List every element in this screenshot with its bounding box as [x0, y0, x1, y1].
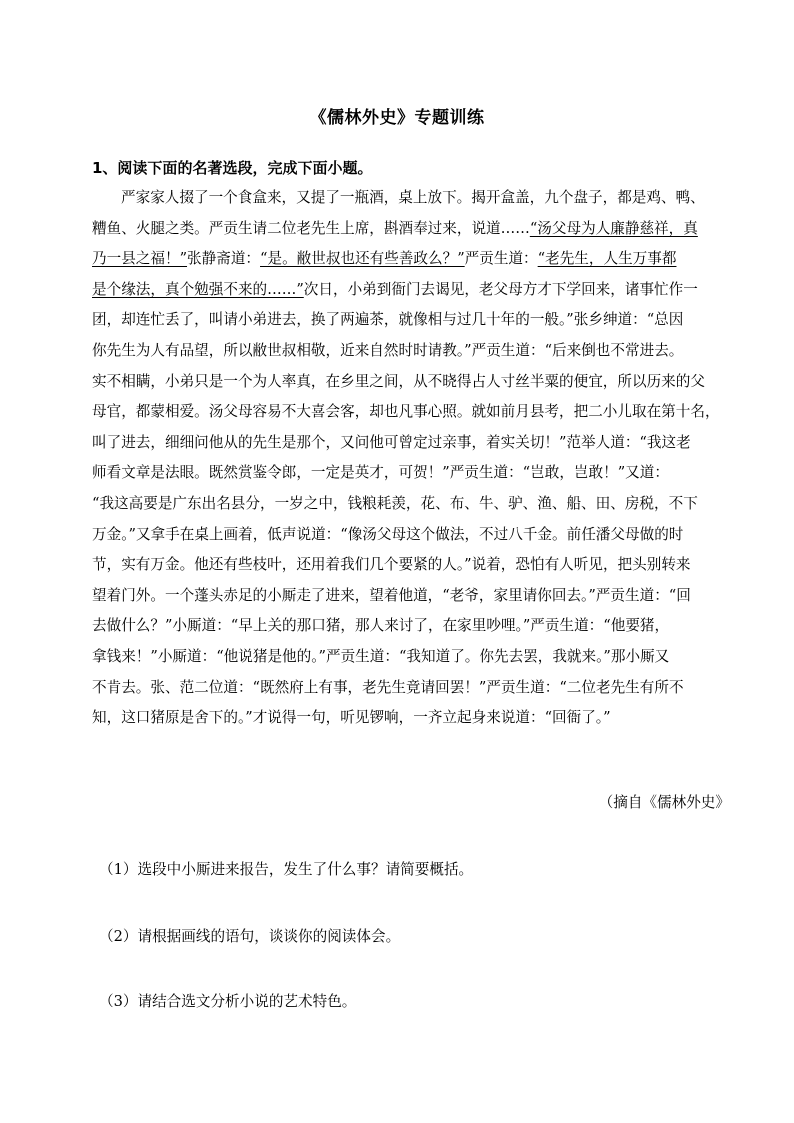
source-citation: （摘自《儒林外史》: [598, 794, 730, 811]
passage-line: “我这高要是广东出名县分，一岁之中，钱粮耗羡，花、布、牛、驴、渔、船、田、房税，不下: [92, 494, 698, 512]
passage-line: 望着门外。一个蓬头赤足的小厮走了进来，望着他道，“老爷，家里请你回去。”严贡生道：“回: [92, 586, 691, 604]
underlined-text: “是。敝世叔也还有些善政么？”: [260, 250, 465, 268]
passage-line: 知，这口猪原是舍下的。”才说得一句，听见锣响，一齐立起身来说道：“回衙了。”: [92, 709, 611, 727]
page-title: 《儒林外史》专题训练: [309, 108, 485, 128]
passage-line: 母官，都蒙相爱。汤父母容易不大喜会客，却也凡事心照。就如前月县考，把二小儿取在第十名，: [92, 403, 720, 421]
underlined-text: 是个缘法，真个勉强不来的……”: [92, 280, 304, 298]
reading-passage: [92, 183, 732, 734]
passage-text: 张静斋道：: [187, 250, 261, 268]
passage-text: 严贡生道：: [464, 250, 538, 268]
passage-line: [92, 275, 732, 306]
passage-line: 叫了进去，细细问他从的先生是那个，又问他可曾定过亲事，着实关切！”范举人道：“我这老: [92, 433, 691, 451]
passage-line: 去做什么？”小厮道：“早上关的那口猪，那人来讨了，在家里吵哩。”严贡生道：“他要猪，: [92, 617, 670, 635]
passage-line: [92, 244, 732, 275]
passage-line: 万金。”又拿手在桌上画着，低声说道：“像汤父母这个做法，不过八千金。前任潘父母做的时: [92, 525, 684, 543]
passage-line: 实不相瞒，小弟只是一个为人率真，在乡里之间，从不晓得占人寸丝半粟的便宜，所以历来的父: [92, 372, 705, 390]
underlined-text: “老先生，人生万事都: [537, 250, 677, 268]
sub-question-1: （1）选段中小厮进来报告，发生了什么事？请简要概括。: [99, 861, 474, 878]
sub-question-3: （3）请结合选文分析小说的艺术特色。: [99, 993, 357, 1010]
passage-line: 严家家人掇了一个食盒来，又提了一瓶酒，桌上放下。揭开盒盖，九个盘子，都是鸡、鸭、: [121, 189, 705, 206]
sub-question-2: （2）请根据画线的语句，谈谈你的阅读体会。: [99, 928, 401, 945]
question-heading: 1、阅读下面的名著选段，完成下面小题。: [92, 159, 373, 177]
underlined-text: 乃一县之福！”: [92, 250, 188, 268]
passage-text: 次日，小弟到衙门去谒见，老父母方才下学回来，诸事忙作一: [303, 280, 698, 298]
underlined-text: “汤父母为人廉静慈祥，真: [529, 219, 698, 237]
passage-line: 团，却连忙丢了，叫请小弟进去，换了两遍茶，就像相与过几十年的一般。”张乡绅道：“总因: [92, 311, 684, 329]
passage-line: 你先生为人有品望，所以敝世叔相敬，近来自然时时请教。”严贡生道：“后来倒也不常进去。: [92, 341, 684, 359]
passage-line: 不肯去。张、范二位道：“既然府上有事，老先生竟请回罢！”严贡生道：“二位老先生有所不: [92, 678, 684, 696]
passage-line: 节，实有万金。他还有些枝叶，还用着我们几个要紧的人。”说着，恐怕有人听见，把头别转来: [92, 556, 691, 574]
passage-line: 拿钱来！”小厮道：“他说猪是他的。”严贡生道：“我知道了。你先去罢，我就来。”那小厮又: [92, 647, 670, 665]
passage-text: 糟鱼、火腿之类。严贡生请二位老先生上席，斟酒奉过来，说道……: [92, 219, 530, 237]
passage-line: [92, 214, 732, 245]
passage-line: 师看文章是法眼。既然赏鉴令郎，一定是英才，可贺！”严贡生道：“岂敢，岂敢！”又道：: [92, 464, 669, 482]
